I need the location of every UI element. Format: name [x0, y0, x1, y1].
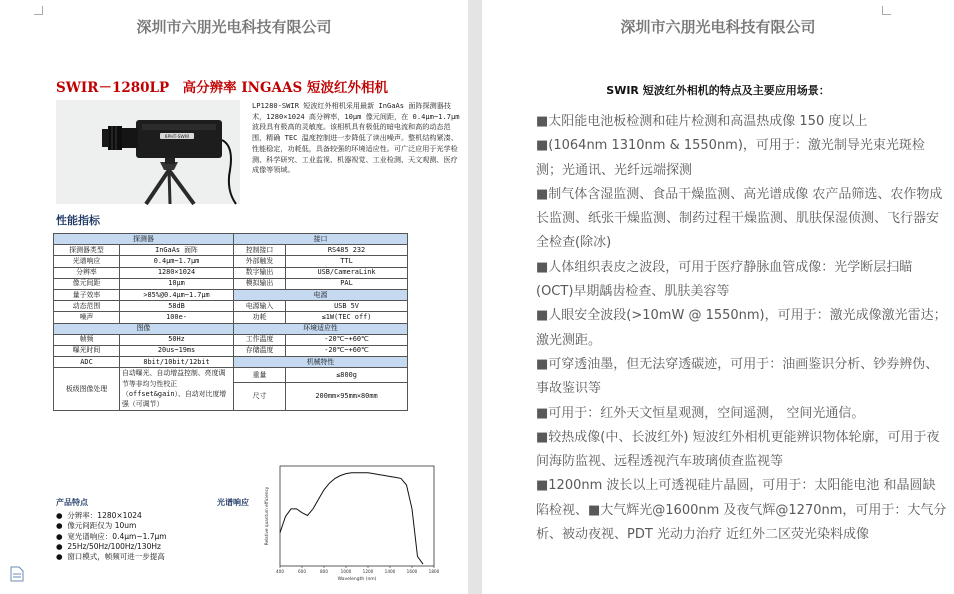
table-cell: USB/CameraLink [286, 267, 408, 278]
table-cell: -20℃~+60℃ [286, 345, 408, 356]
table-row [54, 289, 408, 300]
table-cell: 重量 [234, 368, 286, 383]
table-cell: -20℃~+60℃ [286, 334, 408, 345]
table-row [54, 357, 408, 368]
table-cell: 帧频 [54, 334, 120, 345]
table-cell: 8bit/10bit/12bit [120, 357, 234, 368]
table-cell: ADC [54, 357, 120, 368]
y-axis-label: Relative quantum efficiency [264, 486, 269, 546]
table-section-header: 电源 [234, 289, 408, 300]
table-cell: 10μm [120, 278, 234, 289]
application-paragraph: ■制气体含湿监测、食品干燥监测、高光谱成像 农产品筛选、农作物成长监测、纸张干燥监测、制药过程干燥监测、肌肤保湿侦测、飞行器安全检查(除冰) [536, 186, 943, 251]
chart-svg [258, 460, 438, 582]
application-paragraph: ■太阳能电池板检测和硅片检测和高温热成像 150 度以上 [536, 114, 868, 129]
x-tick-label: 1200 [362, 569, 374, 574]
table-section-header: 环境适应性 [234, 323, 408, 334]
table-row [54, 256, 408, 267]
table-section-header: 探测器 [54, 234, 234, 245]
table-cell: >85%@0.4μm~1.7μm [120, 289, 234, 300]
product-title: SWIR－1280LP 高分辨率 INGAAS 短波红外相机 [56, 80, 388, 96]
page-header: 深圳市六朋光电科技有限公司 [136, 18, 332, 36]
list-item: ● 25Hz/50Hz/100Hz/130Hz [56, 541, 161, 551]
camera-label: 6PHT-SWIR [164, 135, 190, 140]
table-cell: 50Hz [120, 334, 234, 345]
table-cell: 100e- [120, 312, 234, 323]
table-cell: 200mm×95mm×80mm [286, 383, 408, 411]
table-cell: USB 5V [286, 301, 408, 312]
table-row [54, 312, 408, 323]
table-cell: 功耗 [234, 312, 286, 323]
application-paragraph: ■较热成像(中、长波红外) 短波红外相机更能辨识物体轮廓，可用于夜间海防监视、远程透视汽车玻璃侦查监视等 [536, 429, 940, 470]
page-gutter [468, 0, 482, 594]
table-header-row [54, 323, 408, 334]
table-row [54, 334, 408, 345]
application-paragraph: ■(1064nm 1310nm & 1550nm)，可用于：激光制导光束光斑检测；光通讯、光纤远端探测 [536, 138, 925, 178]
table-cell: 工作温度 [234, 334, 286, 345]
table-cell: 模拟输出 [234, 278, 286, 289]
x-tick-label: 800 [320, 569, 328, 574]
left-page [0, 0, 468, 594]
table-cell: 噪声 [54, 312, 120, 323]
table-row [54, 345, 408, 356]
list-item: ● 像元间距仅为 10um [56, 521, 137, 531]
table-cell: 分辨率 [54, 267, 120, 278]
application-paragraph: ■人体组织表皮之波段，可用于医疗静脉血管成像：光学断层扫瞄(OCT)早期龋齿检查、肌肤美容等 [536, 259, 913, 300]
x-tick-label: 1600 [406, 569, 418, 574]
table-row [54, 267, 408, 278]
table-cell: 动态范围 [54, 301, 120, 312]
camera-image [56, 100, 240, 204]
x-axis-label: Wavelength (nm) [337, 577, 377, 582]
table-cell: 板级图像处理 [54, 368, 120, 411]
application-paragraph: ■1200nm 波长以上可透视硅片晶圆，可用于：太阳能电池 和晶圆缺陷检视、■大气辉光@1600nm 及夜气辉@1270nm，可用于：大气分析、被动夜视、PDT 光动力治疗 近红外二区荧光染料成像 [536, 478, 947, 543]
table-cell: 量子效率 [54, 289, 120, 300]
page-header: 深圳市六朋光电科技有限公司 [620, 18, 816, 36]
table-section-header: 机械特性 [234, 357, 408, 368]
table-row [54, 278, 408, 289]
table-cell: 控制接口 [234, 245, 286, 256]
table-cell: 探测器类型 [54, 245, 120, 256]
application-paragraph: ■可用于：红外天文恒星观测，空间遥测， 空间光通信。 [536, 405, 865, 421]
application-paragraph: ■可穿透油墨，但无法穿透碳迹，可用于：油画鉴识分析、钞券辨伪、事故鉴识等 [536, 356, 939, 397]
table-row [54, 368, 408, 383]
table-cell: InGaAs 面阵 [120, 245, 234, 256]
x-tick-label: 1000 [340, 569, 352, 574]
table-section-header: 图像 [54, 323, 234, 334]
table-row [54, 301, 408, 312]
table-cell: TTL [286, 256, 408, 267]
camera-illustration [56, 100, 240, 204]
document-icon[interactable] [10, 566, 24, 582]
x-tick-label: 1800 [428, 569, 440, 574]
list-item: ● 窗口模式，帧频可进一步提高 [56, 552, 165, 562]
crop-mark [882, 6, 891, 15]
x-tick-label: 1400 [384, 569, 396, 574]
table-cell: RS485 232 [286, 245, 408, 256]
table-cell: 1280×1024 [120, 267, 234, 278]
table-cell: ≤1W(TEC off) [286, 312, 408, 323]
qe-series-line [280, 473, 423, 564]
table-header-row [54, 234, 408, 245]
table-cell: 曝光时间 [54, 345, 120, 356]
table-cell: 数字输出 [234, 267, 286, 278]
table-cell: 0.4μm~1.7μm [120, 256, 234, 267]
crop-mark [34, 6, 43, 15]
table-cell: 外部触发 [234, 256, 286, 267]
table-cell: 自动曝光、自动增益控制、亮度调节等非均匀性校正（offset&gain）、自动对比度增强（可调节） [120, 368, 234, 411]
product-description: LP1280-SWIR 短波红外相机采用最新 InGaAs 面阵探测器技术，1280×1024 高分辨率，10μm 像元间距，在 0.4μm~1.7μm 波段具有极高的灵敏度。该相机具有极低的暗电流和高的动态范围，精确 TEC 温度控制进一步降低了读出噪声。整机结构紧凑、性能稳定，功耗低，具备较强的环境适应性。可广泛应用于光学检测、科学研究、工业监视、机器视觉、工业检测、天文观测、医疗成像等领域。 [252, 101, 460, 175]
table-cell: ≤800g [286, 368, 408, 383]
table-cell: PAL [286, 278, 408, 289]
right-page [482, 0, 954, 594]
table-cell: 尺寸 [234, 383, 286, 411]
x-tick-label: 400 [276, 569, 284, 574]
table-cell: 光谱响应 [54, 256, 120, 267]
table-cell: 存储温度 [234, 345, 286, 356]
applications-body [536, 110, 948, 547]
table-cell: 58dB [120, 301, 234, 312]
application-paragraph: ■人眼安全波段(>10mW @ 1550nm)，可用于：激光成像激光雷达；激光测距。 [536, 308, 947, 348]
table-cell: 电源输入 [234, 301, 286, 312]
table-section-header: 接口 [234, 234, 408, 245]
spectral-response-chart [258, 460, 438, 582]
spec-table [53, 233, 408, 411]
table-cell: 像元间距 [54, 278, 120, 289]
x-tick-label: 600 [298, 569, 306, 574]
features-heading: 产品特点 [56, 498, 88, 507]
plot-frame [280, 466, 434, 566]
list-item: ● 分辨率：1280×1024 [56, 511, 142, 520]
performance-heading: 性能指标 [56, 214, 100, 227]
response-heading: 光谱响应 [217, 498, 249, 507]
table-row [54, 245, 408, 256]
list-item: ● 宽光谱响应：0.4μm~1.7μm [56, 531, 167, 541]
applications-title: SWIR 短波红外相机的特点及主要应用场景： [606, 84, 830, 97]
table-cell: 20us~19ms [120, 345, 234, 356]
